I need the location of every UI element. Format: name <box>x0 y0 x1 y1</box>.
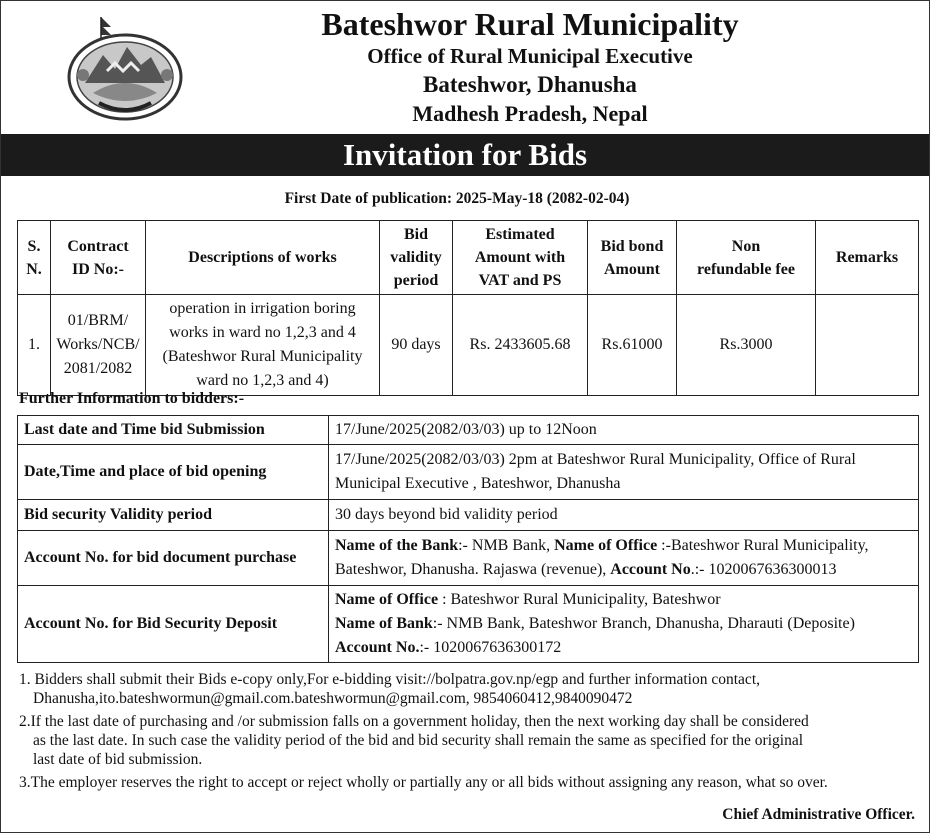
note-2 <box>19 712 923 769</box>
bid-table-header <box>18 221 919 295</box>
letterhead-titles <box>201 5 929 129</box>
col-validity-line: Bid <box>403 226 428 243</box>
info-key: Bid security Validity period <box>18 500 329 531</box>
info-row-purchase <box>18 531 919 586</box>
col-sn <box>18 221 51 295</box>
col-remarks: Remarks <box>816 221 919 295</box>
col-sn-line: S. <box>27 237 41 255</box>
cell-description-line: (Bateshwor Rural Municipality <box>162 348 363 365</box>
office-name: Office of Rural Municipal Executive <box>367 44 693 68</box>
account-value: .:- 1020067636300013 <box>690 561 837 578</box>
office-value: : Bateshwor Rural Municipality, Bateshwor <box>438 591 721 608</box>
cell-contract-line: 01/BRM/ <box>67 312 129 329</box>
info-value <box>329 586 919 663</box>
note-1-line: 1. Bidders shall submit their Bids e-copy only,For e-bidding visit://bolpatra.gov.np/egp and further information contact, <box>19 671 760 688</box>
info-row-deposit <box>18 586 919 663</box>
further-info-heading: Further Information to bidders:- <box>19 390 245 407</box>
cell-contract-line: 2081/2082 <box>63 360 133 377</box>
info-key: Account No. for bid document purchase <box>18 531 329 586</box>
col-bond <box>588 221 677 295</box>
info-row-submission <box>18 416 919 445</box>
publication-date: First Date of publication: 2025-May-18 (2082-02-04) <box>284 190 630 207</box>
office-value: :-Bateshwor Rural Municipality, Bateshwor, Dhanusha. Rajaswa (revenue), <box>335 537 869 578</box>
col-estimate <box>453 221 588 295</box>
province: Madhesh Pradesh, Nepal <box>412 101 648 126</box>
cell-bond: Rs.61000 <box>588 295 677 396</box>
info-key: Account No. for Bid Security Deposit <box>18 586 329 663</box>
info-value: 30 days beyond bid validity period <box>329 500 919 531</box>
col-fee <box>677 221 816 295</box>
info-value: 17/June/2025(2082/03/03) up to 12Noon <box>329 416 919 445</box>
note-2-line: as the last date. In such case the validity period of the bid and bid security shall remain the same as specified for the original <box>33 732 804 749</box>
cell-description <box>146 295 380 396</box>
col-fee-line: Non <box>731 237 761 255</box>
note-2-line: 2.If the last date of purchasing and /or submission falls on a government holiday, then the next working day shall be considered <box>19 713 809 730</box>
info-row-opening <box>18 445 919 500</box>
account-value: :- 1020067636300172 <box>419 639 562 656</box>
bank-value: :- NMB Bank, <box>458 537 555 554</box>
cell-estimate: Rs. 2433605.68 <box>453 295 588 396</box>
info-key: Last date and Time bid Submission <box>18 416 329 445</box>
cell-description-line: operation in irrigation boring <box>169 300 356 317</box>
letterhead <box>1 1 929 134</box>
note-1 <box>19 670 923 708</box>
info-row-validity <box>18 500 919 531</box>
cell-fee: Rs.3000 <box>677 295 816 396</box>
signature: Chief Administrative Officer. <box>722 806 915 823</box>
cell-description-line: ward no 1,2,3 and 4) <box>196 372 329 389</box>
cell-description-line: works in ward no 1,2,3 and 4 <box>169 324 356 341</box>
col-estimate-line: Estimated <box>485 226 555 243</box>
col-fee-line: refundable fee <box>697 260 795 278</box>
col-bond-line: Bid bond <box>600 237 664 255</box>
account-label: Account No. <box>335 639 420 656</box>
info-table <box>17 415 919 663</box>
office-label: Name of Office <box>554 537 658 554</box>
account-label: Account No <box>610 561 691 578</box>
col-validity <box>380 221 453 295</box>
note-3: 3.The employer reserves the right to accept or reject wholly or partially any or all bids without assigning any reason, what so over. <box>19 774 828 791</box>
cell-validity: 90 days <box>380 295 453 396</box>
cell-contract <box>51 295 146 396</box>
info-value <box>329 531 919 586</box>
col-contract-line: ID No:- <box>72 260 124 278</box>
office-label: Name of Office <box>335 591 439 608</box>
col-sn-line: N. <box>26 260 42 278</box>
col-contract-line: Contract <box>67 237 129 255</box>
bank-label: Name of the Bank <box>335 537 459 554</box>
bid-table <box>17 220 919 396</box>
col-contract <box>51 221 146 295</box>
notice-title: Invitation for Bids <box>1 134 929 176</box>
table-row <box>18 295 919 396</box>
col-validity-line: period <box>393 272 439 289</box>
municipality-name: Bateshwor Rural Municipality <box>321 6 739 42</box>
notes <box>19 670 923 796</box>
col-bond-line: Amount <box>603 260 660 278</box>
bank-value: :- NMB Bank, Bateshwor Branch, Dhanusha, Dharauti (Deposite) <box>432 615 855 632</box>
cell-contract-line: Works/NCB/ <box>56 336 140 353</box>
info-value: 17/June/2025(2082/03/03) 2pm at Bateshwor Rural Municipality, Office of Rural Municipal Executive , Bateshwor, Dhanusha <box>329 445 919 500</box>
cell-remarks <box>816 295 919 396</box>
note-1-line: Dhanusha,ito.bateshwormun@gmail.com.bateshwormun@gmail.com, 9854060412,9840090472 <box>33 690 633 707</box>
cell-sn: 1. <box>18 295 51 396</box>
col-estimate-line: VAT and PS <box>478 272 562 289</box>
col-description: Descriptions of works <box>146 221 380 295</box>
col-estimate-line: Amount with <box>474 249 566 266</box>
location: Bateshwor, Dhanusha <box>423 72 637 97</box>
bank-label: Name of Bank <box>335 615 433 632</box>
note-2-line: last date of bid submission. <box>33 751 203 768</box>
col-validity-line: validity <box>390 249 442 266</box>
info-key: Date,Time and place of bid opening <box>18 445 329 500</box>
